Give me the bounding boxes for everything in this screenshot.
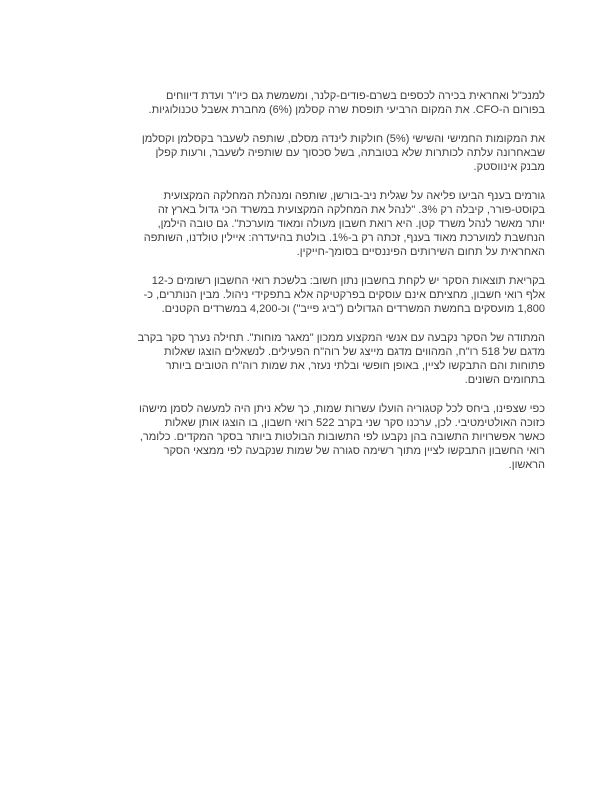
paragraph bbox=[67, 274, 545, 316]
text-line: כאשר אפשרויות התשובה בהן נקבעו לפי התשובות הבולטות ביותר בסקר המקדים. כלומר, bbox=[139, 431, 545, 443]
paragraph bbox=[67, 132, 545, 174]
text-line: כפי שצפינו, ביחס לכל קטגוריה הועלו עשרות שמות, כך שלא ניתן היה למעשה לסמן מישהו bbox=[138, 403, 545, 415]
text-line: שבאחרונה עלתה לכותרות שלא בטובתה, בשל סכסוך עם שותפיה לשעבר, ורעות קפלן bbox=[155, 147, 545, 159]
text-line: גורמים בענף הביעו פליאה על שגלית ניב-בורשן, שותפה ומנהלת המחלקה המקצועית bbox=[163, 190, 545, 202]
text-line: פתוחות והם התבקשו לציין, באופן חופשי ובלתי נעזר, את שמות רוה"ח הטובים ביותר bbox=[165, 360, 545, 372]
article-text-block bbox=[67, 89, 545, 487]
text-line: בקוסט-פורר, קיבלה רק 3%. "לנהל את המחלקה המקצועית במשרד הכי גדול בארץ זה bbox=[157, 204, 545, 216]
text-line: מבנק אינווסטק. bbox=[473, 161, 545, 173]
text-line: הנחשבת למוערכת מאוד בענף, זכתה רק ב-1%. בולטת בהיעדרה: איילין טולדנו, השותפה bbox=[143, 232, 545, 244]
text-line: למנכ"ל ואחראית בכירה לכספים בשרם-פודים-קלנר, ומשמשת גם כיו"ר ועדת דיווחים bbox=[166, 90, 545, 102]
paragraph bbox=[67, 189, 545, 259]
text-line: המתודה של הסקר נקבעה עם אנשי המקצוע ממכון "מאגר מוחות". תחילה נערך סקר בקרב bbox=[137, 332, 545, 344]
text-line: יותר מאשר לנהל משרד קטן. היא רואת חשבון מעולה ומאוד מוערכת". גם טובה הילמן, bbox=[157, 218, 545, 230]
text-line: 1,800 מועסקים בחמשת המשרדים הגדולים ("ביג פייב") וכ-4,200 במשרדים הקטנים. bbox=[161, 303, 545, 315]
text-line: בתחומים השונים. bbox=[464, 374, 545, 386]
text-line: האחראית על תחום השירותים הפיננסיים בסומך-חייקין. bbox=[296, 246, 545, 258]
text-line: מדגם של 518 רו"ח, המהווים מדגם מייצג של רוה"ח הפעילים. לנשאלים הוצגו שאלות bbox=[164, 346, 545, 358]
text-line: את המקומות החמישי והשישי (5%) חולקות לינדה מסלם, שותפה לשעבר בקסלמן וקסלמן bbox=[141, 133, 545, 145]
paragraph bbox=[67, 331, 545, 387]
paragraph bbox=[67, 402, 545, 472]
text-line: כזוכה האולטימטיבי. לכן, ערכנו סקר שני בקרב 522 רואי חשבון, בו הוצגו אותן שאלות bbox=[164, 417, 545, 429]
paragraph bbox=[67, 89, 545, 117]
text-line: בפורום ה-CFO. את המקום הרביעי תופסת שרה קסלמן (6%) מחברת אשבל טכנולוגיות. bbox=[148, 104, 545, 116]
text-line: רואי החשבון התבקשו לציין מתוך רשימה סגורה של שמות שנקבעה לפי ממצאי הסקר bbox=[163, 445, 545, 457]
text-line: אלף רואי חשבון, מחציתם אינם עוסקים בפרקטיקה אלא בתפקידי ניהול. מבין הנותרים, כ- bbox=[143, 289, 545, 301]
text-line: בקריאת תוצאות הסקר יש לקחת בחשבון נתון חשוב: בלשכת רואי החשבון רשומים כ-12 bbox=[151, 275, 545, 287]
text-line: הראשון. bbox=[508, 459, 545, 471]
